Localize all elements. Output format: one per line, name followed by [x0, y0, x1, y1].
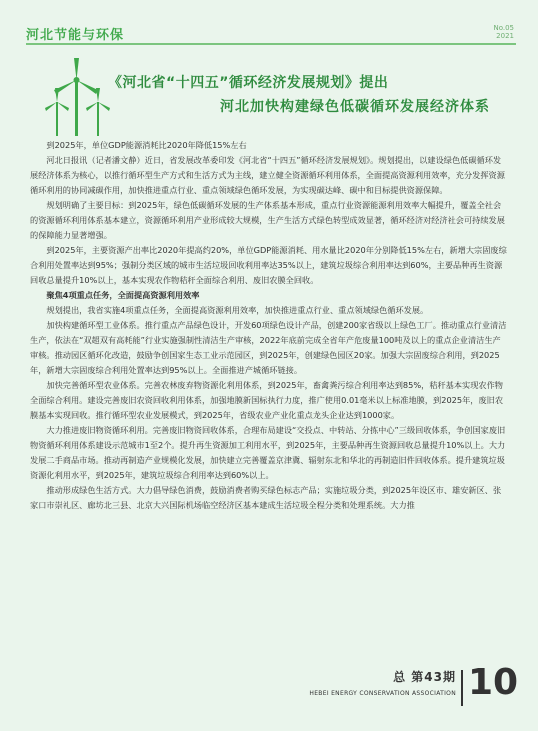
- issue-year: 2021: [496, 32, 514, 40]
- issue-total: 总 第43期: [393, 670, 456, 684]
- article-banner: [40, 58, 490, 136]
- body-paragraph: 大力推进废旧物资循环利用。完善废旧物资回收体系，合理布局建设“交投点、中转站、分拣中心”三级回收体系，争创国家废旧物资循环利用体系建设示范城市1至2个。提升再生资源加工利用水平，到2025年，主要品种再生资源回收总量提升10%以上。大力发展二手商品市场。推动再制造产业规模化发展，加快建立完善覆盖京津冀、辐射东北和华北的再制造旧件回收体系。提升建筑垃圾资源化利用水平，到2025年，建筑垃圾综合利用率达到60%以上。: [30, 425, 506, 480]
- issue-info: [493, 24, 514, 40]
- article-body: [30, 138, 508, 513]
- section-heading: 聚焦4项重点任务，全面提高资源利用效率: [46, 290, 200, 300]
- body-paragraph: 推动形成绿色生活方式。大力倡导绿色消费，鼓励消费者购买绿色标志产品；实施垃圾分类，到2025年设区市、雄安新区、张家口市崇礼区、廊坊北三县、北京大兴国际机场临空经济区基本建成生活垃圾全程分类和处理系统。大力推: [30, 485, 502, 510]
- header-divider: [26, 43, 516, 45]
- subheading-paragraph: 到2025年，单位GDP能源消耗比2020年降低15%左右: [46, 140, 247, 150]
- footer-divider: [461, 670, 463, 706]
- body-paragraph: 加快构建循环型工业体系。推行重点产品绿色设计，开发60项绿色设计产品，创建200家省级以上绿色工厂。推动重点行业清洁生产，依法在“双超双有高耗能”行业实施强制性清洁生产审核，2022年底前完成全省年产危废量100吨及以上的重点企业清洁生产审核。推动园区循环化改造，鼓励争创国家生态工业示范园区，到2025年，创建绿色园区20家。加强大宗固废综合利用，到2025年，新增大宗固废综合利用处置率达到95%以上。全面推进产城循环链接。: [30, 320, 507, 375]
- headline-line-1: 《河北省“十四五”循环经济发展规划》提出: [108, 75, 389, 91]
- page-number: 10: [468, 662, 519, 703]
- wind-turbine-icon: [40, 58, 115, 136]
- body-paragraph: 到2025年，主要资源产出率比2020年提高约20%，单位GDP能源消耗、用水量比2020年分别降低15%左右，新增大宗固废综合利用处置率达到95%；强制分类区域的城市生活垃圾回收利用率达35%以上，建筑垃圾综合利用率达到60%，主要品种再生资源回收总量提升10%以上，基本实现农作物秸秆全面综合利用、废旧农膜全回收。: [30, 245, 507, 285]
- body-paragraph: 规划提出，我省实施4项重点任务，全面提高资源利用效率，加快推进重点行业、重点领域绿色循环发展。: [46, 305, 429, 315]
- headline-line-2: 河北加快构建绿色低碳循环发展经济体系: [220, 99, 490, 115]
- body-paragraph: 加快完善循环型农业体系。完善农林废弃物资源化利用体系，到2025年，畜禽粪污综合利用率达到85%，秸秆基本实现农作物全面综合利用。建设完善废旧农资回收利用体系，加强地膜新国标执行力度，推广使用0.01毫米以上标准地膜，到2025年，废旧农膜基本实现回收。推行循环型农业发展模式，到2025年，省级农业产业化重点龙头企业达到1000家。: [30, 380, 504, 420]
- body-paragraph: 规划明确了主要目标：到2025年，绿色低碳循环发展的生产体系基本形成，重点行业资源能源利用效率大幅提升，覆盖全社会的资源循环利用体系基本建立，资源循环利用产业形成较大规模，生产生活方式绿色转型成效显著，循环经济对经济社会可持续发展的保障能力显著增强。: [30, 200, 505, 240]
- page-header: [0, 0, 538, 52]
- body-paragraph: 河北日报讯（记者潘文静）近日，省发展改革委印发《河北省“十四五”循环经济发展规划》。规划提出，以建设绿色低碳循环发展经济体系为核心，以推行循环型生产方式和生活方式为主线，建立健全资源循环利用体系，全面提高资源利用效率，充分发挥资源循环利用的协同减碳作用，加快推进重点行业、重点领域绿色循环发展，为实现碳达峰、碳中和目标提供资源保障。: [30, 155, 505, 195]
- issue-number: No.05: [493, 24, 514, 32]
- magazine-title: 河北节能与环保: [26, 28, 125, 43]
- association-name: HEBEI ENERGY CONSERVATION ASSOCIATION: [309, 690, 456, 697]
